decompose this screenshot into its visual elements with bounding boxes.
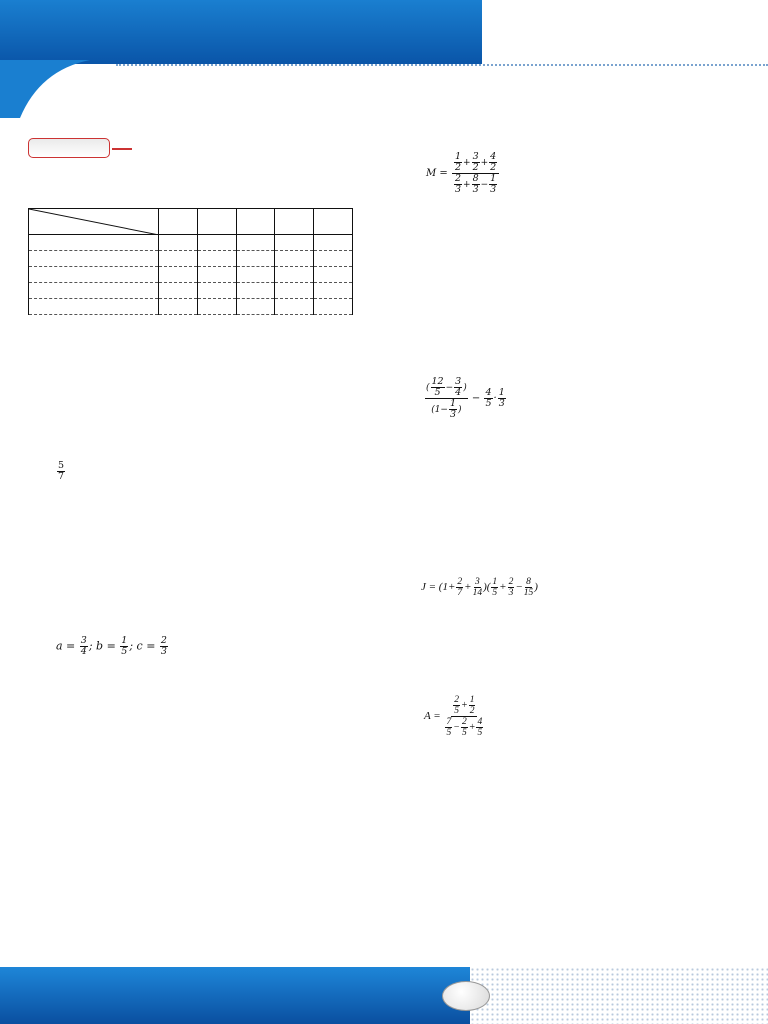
watermark-block-top bbox=[485, 0, 768, 64]
level-badge-line bbox=[112, 148, 132, 150]
table-row-label bbox=[29, 299, 159, 315]
q2-item bbox=[56, 460, 66, 482]
question-7-expression: ( $\frac{12}{5}$ − $\frac{3}{4}$ ) (1− $\frac{1}{3}$ ) − $\frac{4}{5}$ · $\frac{1}{3}$ bbox=[426, 376, 505, 420]
big-watermark bbox=[182, 313, 529, 677]
header-wave-shape bbox=[0, 60, 90, 118]
table-row bbox=[29, 267, 353, 283]
question-2-items bbox=[56, 460, 66, 482]
big-watermark-line2 bbox=[182, 313, 348, 551]
number-sets-table bbox=[28, 208, 353, 315]
table-row-label bbox=[29, 251, 159, 267]
table-header-cell bbox=[275, 209, 314, 235]
question-5-expression: M = $\frac{1}{2}$ + $\frac{3}{2}$ + $\frac{4}{2}$ $\frac{2}{3}$ + $\frac{8}{3}$ − $\frac{1}{3}$ bbox=[426, 152, 500, 195]
table-row-label bbox=[29, 267, 159, 283]
fraction: $\frac{5}{7}$ bbox=[58, 459, 65, 482]
table-row bbox=[29, 235, 353, 251]
table-corner-cell bbox=[29, 209, 159, 235]
watermark-column-right bbox=[707, 72, 768, 967]
table-header-cell bbox=[236, 209, 275, 235]
table-row bbox=[29, 283, 353, 299]
question-3-fractions: a = $\frac{3}{4}$ ; b = $\frac{1}{5}$ ; c = $\frac{2}{3}$ bbox=[56, 635, 167, 657]
table-row-label bbox=[29, 235, 159, 251]
header-dotted-line bbox=[116, 64, 768, 66]
question-10-expression: A = $\frac{2}{5}$ + $\frac{1}{2}$ $\frac{7}{5}$ − $\frac{2}{5}$ + $\frac{4}{5}$ bbox=[424, 695, 483, 738]
table-header-cell bbox=[197, 209, 236, 235]
level-badge bbox=[28, 138, 110, 158]
header-band bbox=[0, 0, 482, 64]
table-row-label bbox=[29, 283, 159, 299]
page-footer bbox=[0, 967, 768, 1024]
footer-band bbox=[0, 967, 470, 1024]
page-number bbox=[442, 981, 490, 1011]
footer-dot-pattern bbox=[470, 967, 768, 1024]
big-watermark-line1 bbox=[182, 313, 348, 551]
table-row bbox=[29, 251, 353, 267]
table-header-cell bbox=[314, 209, 353, 235]
table-row bbox=[29, 299, 353, 315]
question-9-expression: J = (1+ $\frac{2}{7}$ + $\frac{3}{14}$ )( $\frac{1}{5}$ + $\frac{2}{3}$ − $\frac{8}{15}$ ) bbox=[421, 577, 538, 598]
table-header-cell bbox=[159, 209, 198, 235]
